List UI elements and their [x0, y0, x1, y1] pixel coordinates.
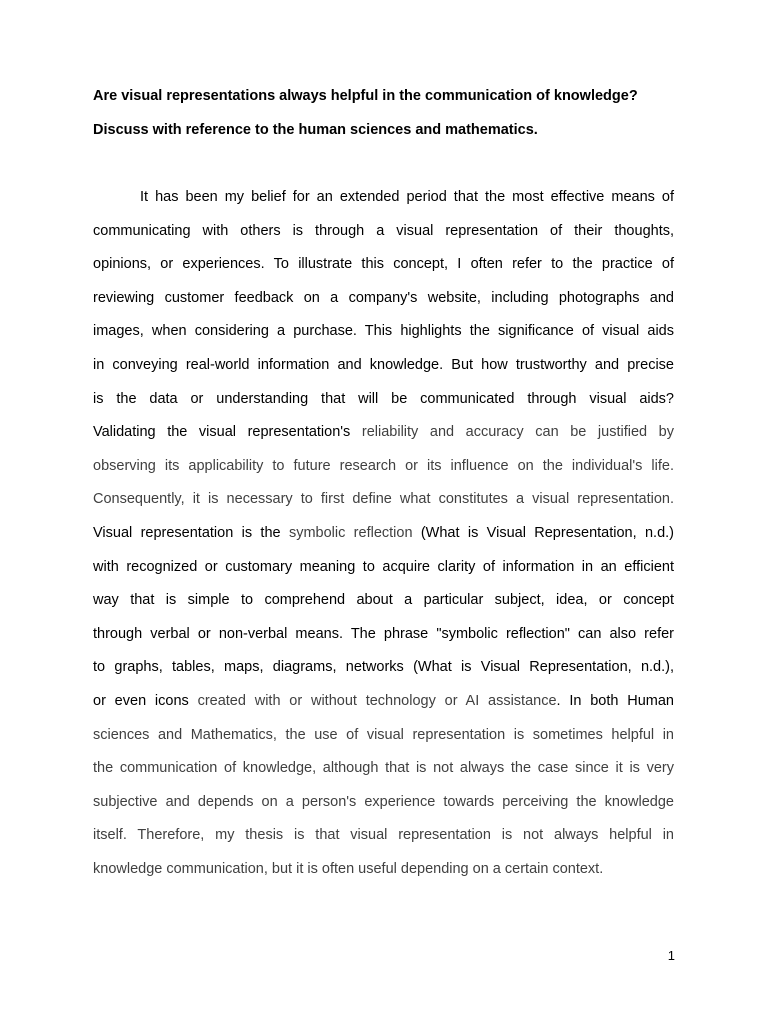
text-segment: created with or without technology or AI assistance	[197, 693, 557, 709]
paragraph-line	[140, 188, 674, 206]
paragraph-line	[93, 524, 674, 542]
text-segment: subjective and depends on a person's experience towards perceiving the knowledge	[93, 793, 674, 810]
text-segment: images, when considering a purchase. This highlights the significance of visual aids	[93, 323, 674, 340]
paragraph-line	[93, 726, 674, 744]
text-segment: communicating with others is through a visual representation of their thoughts,	[93, 222, 674, 239]
text-segment: opinions, or experiences. To illustrate this concept, I often refer to the practice of	[93, 256, 674, 273]
text-segment: symbolic reflection	[288, 525, 413, 541]
text-segment: to graphs, tables, maps, diagrams, networks (What is Visual Representation, n.d.),	[93, 659, 674, 676]
paragraph-line	[93, 591, 674, 609]
text-segment: reliability and accuracy can be justified by	[361, 424, 674, 441]
paragraph-line	[93, 255, 674, 273]
paragraph-line	[93, 222, 674, 240]
text-segment: sciences and Mathematics, the use of visual representation is sometimes helpful in	[93, 726, 674, 743]
paragraph-line	[93, 457, 674, 475]
paragraph-line	[93, 759, 674, 777]
text-segment: is the data or understanding that will be communicated through visual aids?	[93, 390, 674, 407]
text-segment: reviewing customer feedback on a company's website, including photographs and	[93, 289, 674, 306]
essay-title-line-1: Are visual representations always helpful in the communication of knowledge?	[93, 88, 638, 104]
text-segment: (What is Visual Representation, n.d.)	[412, 525, 674, 541]
text-segment: in conveying real-world information and knowledge. But how trustworthy and precise	[93, 357, 674, 373]
paragraph-line	[93, 793, 674, 811]
text-segment: knowledge communication, but it is often useful depending on a certain context.	[93, 861, 604, 877]
text-segment: Visual representation is the	[93, 525, 289, 541]
paragraph-line	[93, 860, 674, 878]
text-segment: itself. Therefore, my thesis is that visual representation is not always helpful in	[93, 827, 674, 844]
text-segment: through verbal or non-verbal means. The phrase "symbolic reflection" can also refer	[93, 625, 674, 642]
essay-title-line-2: Discuss with reference to the human sciences and mathematics.	[93, 122, 538, 138]
paragraph-line	[93, 423, 674, 441]
text-segment: Consequently, it is necessary to first define what constitutes a visual representation.	[93, 491, 674, 508]
paragraph-line	[93, 826, 674, 844]
paragraph-line	[93, 625, 674, 643]
paragraph-line	[93, 558, 674, 576]
text-segment: . In both Human	[556, 693, 674, 709]
text-segment: observing its applicability to future research or its influence on the individual's life.	[93, 457, 674, 474]
text-segment: way that is simple to comprehend about a particular subject, idea, or concept	[93, 592, 674, 609]
paragraph-line	[93, 490, 674, 508]
paragraph-line	[93, 692, 674, 710]
paragraph-line	[93, 322, 674, 340]
text-segment: with recognized or customary meaning to acquire clarity of information in an efficient	[93, 558, 674, 575]
text-segment: the communication of knowledge, although that is not always the case since it is very	[93, 760, 674, 777]
text-segment: or even icons	[93, 693, 198, 709]
page-number: 1	[667, 948, 675, 963]
paragraph-line	[93, 390, 674, 408]
text-segment: Validating the visual representation's	[93, 424, 362, 441]
text-segment: It has been my belief for an extended period that the most effective means of	[140, 189, 674, 205]
paragraph-line	[93, 658, 674, 676]
paragraph-line	[93, 289, 674, 307]
paragraph-line	[93, 356, 674, 374]
